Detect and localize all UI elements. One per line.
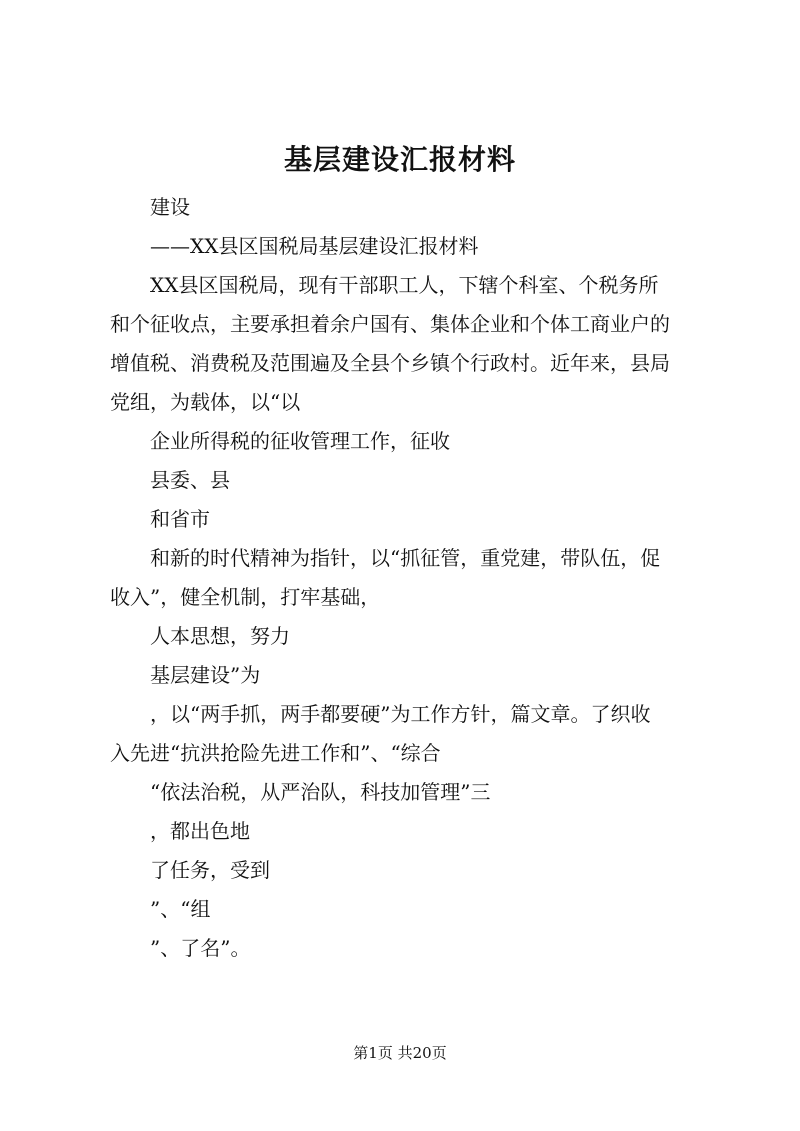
paragraph-line-17: ，都出色地 — [150, 819, 250, 843]
paragraph-line-6: 党组，为载体，以“以 — [110, 390, 301, 414]
paragraph-line-15: 入先进“抗洪抢险先进工作和”、“综合 — [110, 741, 441, 765]
page-number-footer: 第1页 共20页 — [353, 1044, 447, 1062]
paragraph-line-3: XX县区国税局，现有干部职工人，下辖个科室、个税务所 — [150, 273, 659, 297]
paragraph-line-1: 建设 — [150, 195, 190, 219]
paragraph-line-9: 和省市 — [150, 507, 210, 531]
paragraph-line-4: 和个征收点，主要承担着余户国有、集体企业和个体工商业户的 — [110, 312, 670, 336]
paragraph-line-11: 收入”，健全机制，打牢基础， — [110, 585, 381, 609]
paragraph-line-12: 人本思想，努力 — [150, 624, 290, 648]
paragraph-line-13: 基层建设”为 — [150, 663, 261, 687]
paragraph-line-20: ”、了名”。 — [150, 936, 251, 960]
paragraph-line-7: 企业所得税的征收管理工作，征收 — [150, 429, 450, 453]
paragraph-line-18: 了任务，受到 — [150, 858, 270, 882]
paragraph-line-14: ，以“两手抓，两手都要硬”为工作方针，篇文章。了织收 — [150, 702, 651, 726]
paragraph-line-19: ”、“组 — [150, 897, 211, 921]
paragraph-line-10: 和新的时代精神为指针，以“抓征管，重党建，带队伍，促 — [150, 546, 661, 570]
paragraph-line-2: ——XX县区国税局基层建设汇报材料 — [150, 234, 479, 258]
paragraph-line-8: 县委、县 — [150, 468, 230, 492]
paragraph-line-16: “依法治税，从严治队，科技加管理”三 — [150, 780, 491, 804]
document-body — [110, 188, 700, 968]
document-title: 基层建设汇报材料 — [283, 143, 516, 176]
paragraph-line-5: 增值税、消费税及范围遍及全县个乡镇个行政村。近年来，县局 — [110, 351, 670, 375]
